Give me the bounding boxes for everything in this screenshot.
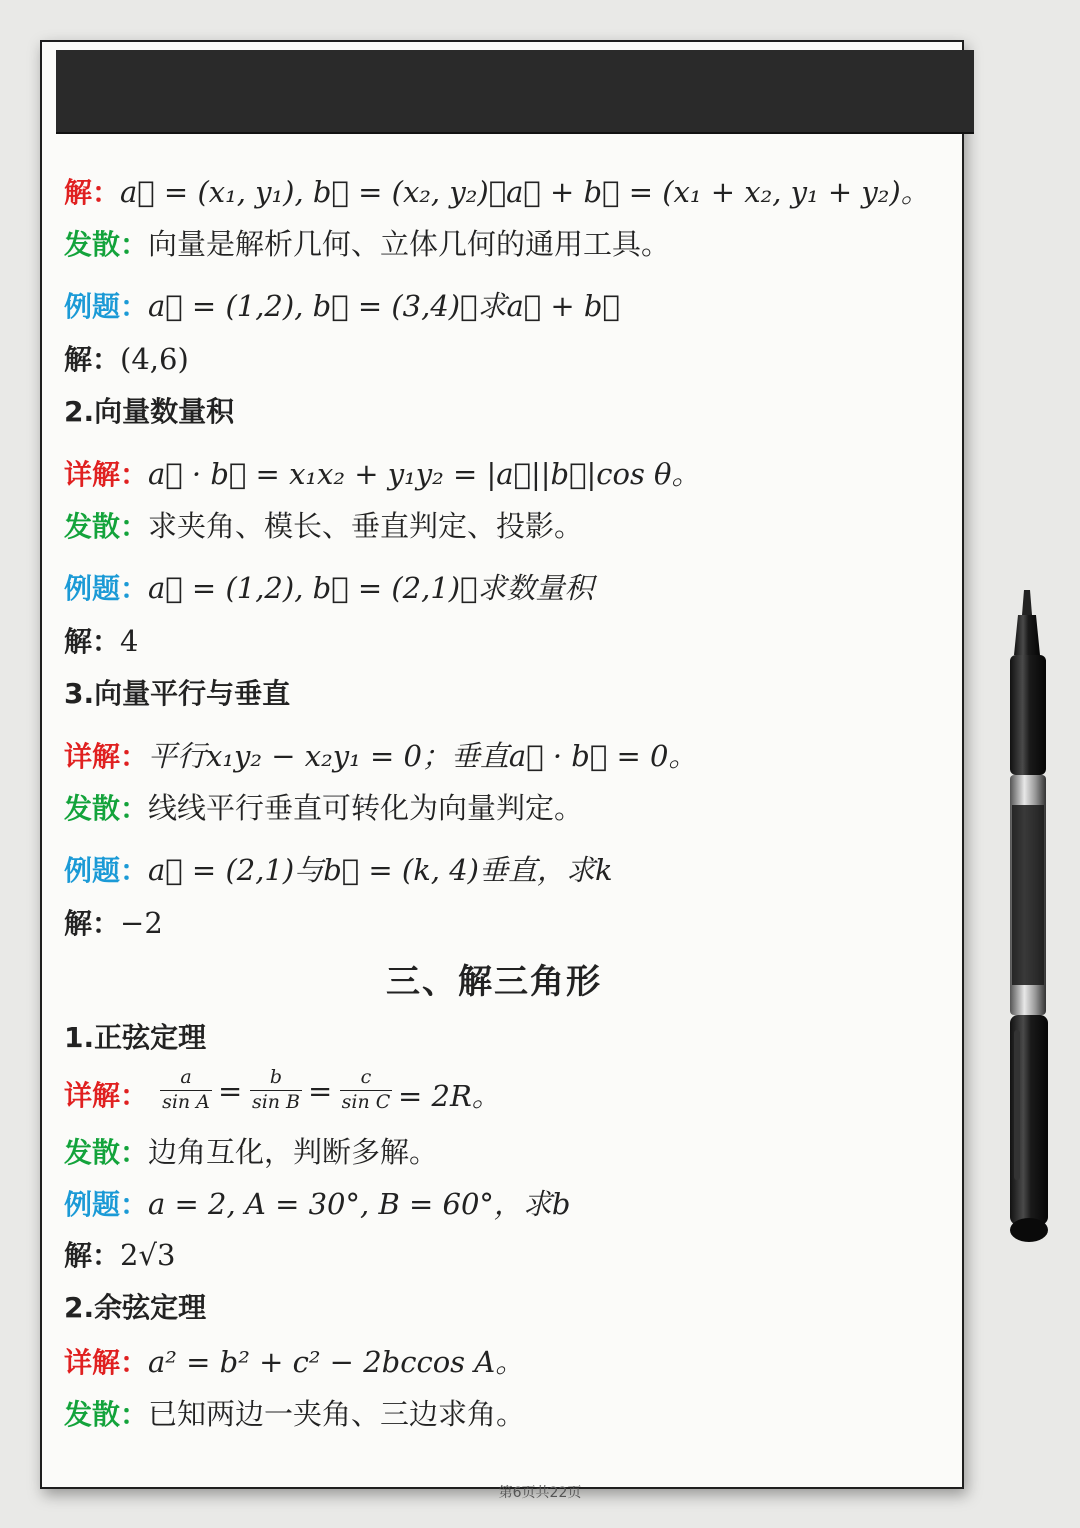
vec-add-solution	[64, 170, 930, 211]
fasan-label: 发散：	[64, 1136, 149, 1169]
xiangjie-label: 详解：	[64, 1346, 149, 1379]
fasan-label: 发散：	[64, 228, 149, 261]
liti-text: a⃗ = (1,2), b⃗ = (2,1)，求数量积	[148, 571, 594, 605]
answer-label: 解：	[64, 343, 121, 376]
pen-illustration	[990, 585, 1070, 1265]
parallel-detail	[64, 734, 697, 775]
cosine-detail	[64, 1340, 524, 1381]
sine-answer	[64, 1234, 175, 1274]
answer-label: 解：	[64, 907, 121, 940]
dot-formula: a⃗ · b⃗ = x₁x₂ + y₁y₂ = |a⃗||b⃗|cos θ。	[148, 457, 701, 491]
notepad-binding-bar	[56, 50, 974, 134]
equals-sign: =	[218, 1074, 243, 1108]
page-footer: 第6页共22页	[498, 1485, 582, 1501]
answer-text: 2√3	[120, 1238, 176, 1272]
sine-heading: 1.正弦定理	[64, 1021, 207, 1054]
fraction-a	[160, 1066, 212, 1113]
answer-text: −2	[120, 906, 163, 940]
frac-numerator: b	[250, 1066, 302, 1091]
frac-tail: = 2R。	[398, 1079, 501, 1113]
fasan-text: 向量是解析几何、立体几何的通用工具。	[148, 227, 671, 261]
answer-text: 4	[120, 624, 139, 658]
frac-denominator: sin B	[251, 1091, 301, 1113]
cosine-extension	[64, 1392, 525, 1433]
fasan-text: 已知两边一夹角、三边求角。	[148, 1397, 526, 1431]
dot-detail	[64, 452, 701, 493]
dot-extension	[64, 504, 583, 545]
frac-numerator: c	[340, 1066, 392, 1091]
xiangjie-label: 详解：	[64, 1079, 149, 1112]
cosine-formula: a² = b² + c² − 2bccos A。	[148, 1345, 525, 1379]
answer-label: 解：	[64, 625, 121, 658]
dot-answer	[64, 620, 138, 660]
parallel-heading: 3.向量平行与垂直	[64, 677, 291, 710]
fraction-c	[340, 1066, 392, 1113]
vec-add-formula: a⃗ = (x₁, y₁), b⃗ = (x₂, y₂)，a⃗ + b⃗ = (x₁ + x₂, y₁ + y₂)。	[120, 175, 930, 209]
fasan-label: 发散：	[64, 510, 149, 543]
fasan-label: 发散：	[64, 1398, 149, 1431]
fasan-text: 边角互化，判断多解。	[148, 1135, 439, 1169]
answer-label: 解：	[64, 1239, 121, 1272]
equals-sign: =	[308, 1074, 333, 1108]
liti-label: 例题：	[64, 854, 149, 887]
vec-add-example	[64, 284, 620, 325]
liti-label: 例题：	[64, 290, 149, 323]
parallel-example	[64, 848, 613, 889]
fasan-text: 线线平行垂直可转化为向量判定。	[148, 791, 584, 825]
dot-heading: 2.向量数量积	[64, 395, 235, 428]
fasan-text: 求夹角、模长、垂直判定、投影。	[148, 509, 584, 543]
chapter-title: 三、解三角形	[386, 962, 602, 1002]
cosine-heading: 2.余弦定理	[64, 1291, 207, 1324]
parallel-formula: 平行x₁y₂ − x₂y₁ = 0；垂直a⃗ · b⃗ = 0。	[148, 739, 698, 773]
frac-denominator: sin A	[162, 1091, 210, 1113]
xiangjie-label: 详解：	[64, 458, 149, 491]
liti-text: a⃗ = (2,1)与b⃗ = (k, 4)垂直，求k	[148, 853, 613, 887]
sine-example	[64, 1182, 570, 1223]
jie-label: 解：	[64, 176, 121, 209]
liti-label: 例题：	[64, 1188, 149, 1221]
dot-example	[64, 566, 593, 607]
answer-text: (4,6)	[120, 342, 189, 376]
fraction-b	[250, 1066, 302, 1113]
sine-extension	[64, 1130, 438, 1171]
fasan-label: 发散：	[64, 792, 149, 825]
liti-label: 例题：	[64, 572, 149, 605]
parallel-extension	[64, 786, 583, 827]
liti-text: a⃗ = (1,2), b⃗ = (3,4)，求a⃗ + b⃗	[148, 289, 620, 323]
vec-add-extension	[64, 222, 670, 263]
liti-text: a = 2, A = 30°, B = 60°，求b	[148, 1187, 571, 1221]
frac-denominator: sin C	[341, 1091, 391, 1113]
xiangjie-label: 详解：	[64, 740, 149, 773]
parallel-answer	[64, 902, 163, 942]
vec-add-answer	[64, 338, 189, 378]
frac-numerator: a	[160, 1066, 212, 1091]
